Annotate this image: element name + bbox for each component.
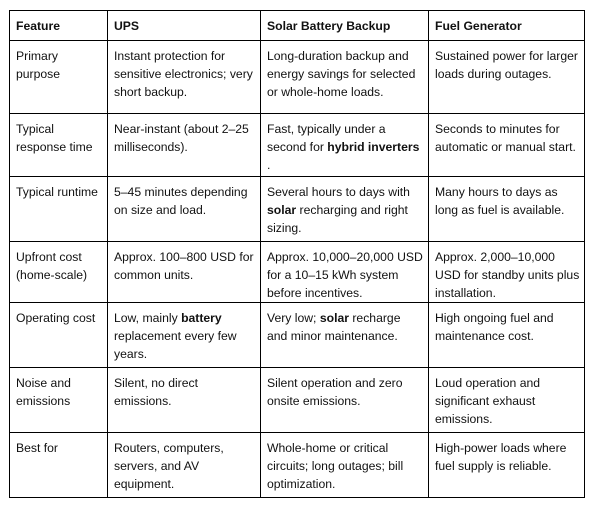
row-feature-upfront-cost: Upfront cost (home-scale) (10, 242, 108, 303)
cell-text: recharging and right sizing. (267, 203, 408, 235)
cell-text: Approx. 100–800 USD for common units. (114, 250, 254, 282)
cell-text: Very low; (267, 311, 320, 325)
cell-fuel (429, 303, 585, 368)
cell-ups (108, 303, 261, 368)
header-ups: UPS (108, 11, 261, 41)
comparison-table-container (9, 10, 585, 498)
cell-solar (261, 368, 429, 433)
cell-text: Fast, typically under a second for (267, 122, 386, 154)
cell-solar (261, 433, 429, 498)
cell-fuel (429, 433, 585, 498)
header-fuel-generator: Fuel Generator (429, 11, 585, 41)
cell-text: Several hours to days with (267, 185, 410, 199)
cell-ups (108, 177, 261, 242)
backup-power-comparison-table (9, 10, 585, 498)
cell-solar (261, 303, 429, 368)
cell-solar (261, 114, 429, 177)
cell-bold-term: battery (181, 311, 222, 325)
header-solar-battery-backup: Solar Battery Backup (261, 11, 429, 41)
table-row (10, 41, 585, 114)
cell-text: Seconds to minutes for automatic or manual start. (435, 122, 576, 154)
cell-text: recharge and minor maintenance. (267, 311, 401, 343)
cell-solar (261, 177, 429, 242)
cell-bold-term: solar (319, 311, 349, 325)
row-feature-runtime: Typical runtime (10, 177, 108, 242)
cell-text: Whole-home or critical circuits; long outages; bill optimization. (267, 441, 404, 491)
cell-text: Silent operation and zero onsite emissions. (267, 376, 403, 408)
cell-text: Near-instant (about 2–25 milliseconds). (114, 122, 249, 154)
cell-fuel (429, 114, 585, 177)
table-row (10, 242, 585, 303)
row-feature-primary-purpose: Primary purpose (10, 41, 108, 114)
cell-text: Approx. 2,000–10,000 USD for standby units plus installation. (435, 250, 580, 300)
cell-fuel (429, 177, 585, 242)
cell-text: Low, mainly (114, 311, 182, 325)
cell-ups (108, 368, 261, 433)
cell-solar (261, 41, 429, 114)
cell-text: High-power loads where fuel supply is reliable. (435, 441, 567, 473)
row-feature-noise-emissions: Noise and emissions (10, 368, 108, 433)
table-row (10, 177, 585, 242)
header-feature: Feature (10, 11, 108, 41)
table-row (10, 303, 585, 368)
cell-solar (261, 242, 429, 303)
cell-text: Approx. 10,000–20,000 USD for a 10–15 kWh system before incentives. (267, 250, 423, 300)
table-row (10, 433, 585, 498)
table-header-row (10, 11, 585, 41)
row-feature-operating-cost: Operating cost (10, 303, 108, 368)
cell-ups (108, 41, 261, 114)
cell-ups (108, 114, 261, 177)
cell-ups (108, 242, 261, 303)
cell-bold-term: hybrid inverters (327, 140, 420, 154)
cell-text: High ongoing fuel and maintenance cost. (435, 311, 554, 343)
cell-text: Loud operation and significant exhaust emissions. (435, 376, 541, 426)
cell-text: Sustained power for larger loads during outages. (435, 49, 578, 81)
cell-text: . (267, 158, 271, 172)
cell-text: Routers, computers, servers, and AV equipment. (114, 441, 224, 491)
table-row (10, 368, 585, 433)
cell-text: Long-duration backup and energy savings for selected or whole-home loads. (267, 49, 416, 99)
cell-bold-term: solar (267, 203, 297, 217)
table-row (10, 114, 585, 177)
cell-text: Silent, no direct emissions. (114, 376, 199, 408)
cell-fuel (429, 368, 585, 433)
cell-fuel (429, 242, 585, 303)
cell-fuel (429, 41, 585, 114)
cell-text: 5–45 minutes depending on size and load. (114, 185, 248, 217)
cell-ups (108, 433, 261, 498)
row-feature-best-for: Best for (10, 433, 108, 498)
cell-text: replacement every few years. (114, 329, 237, 361)
row-feature-response-time: Typical response time (10, 114, 108, 177)
cell-text: Many hours to days as long as fuel is available. (435, 185, 565, 217)
cell-text: Instant protection for sensitive electronics; very short backup. (114, 49, 253, 99)
